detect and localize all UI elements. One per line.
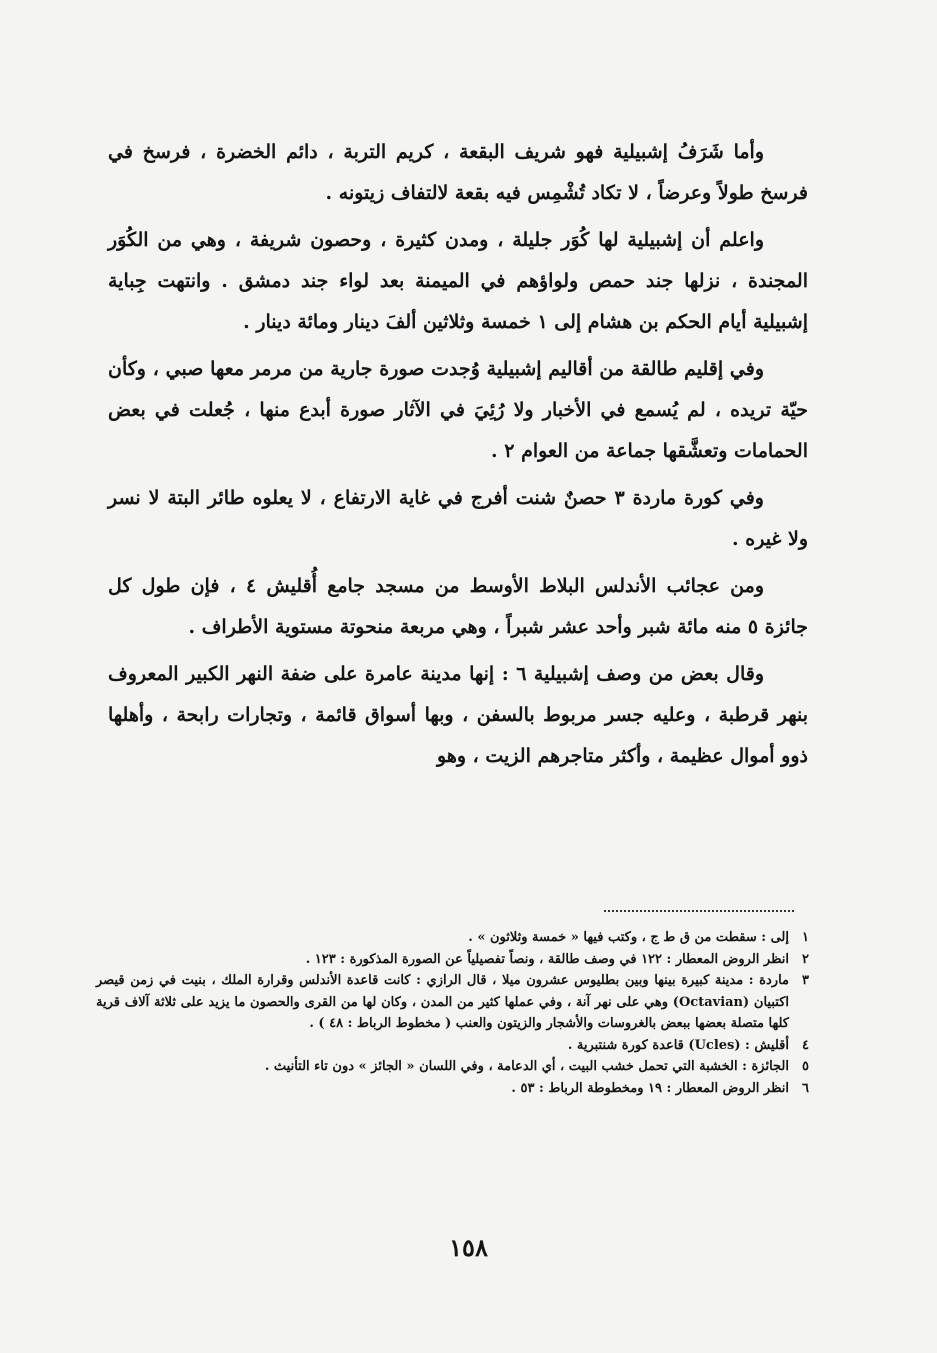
footnote-separator xyxy=(604,910,794,912)
paragraph: وفي إقليم طالقة من أقاليم إشبيلية وُجدت صورة جارية من مرمر معها صبي ، وكأن حيّة تريده ، لم يُسمع في الأخبار ولا رُئِيَ في الآثار صورة أبدع منها ، جُعلت في بعض الحمامات وتعشَّقها جماعة من العوام ٢ . xyxy=(108,358,808,462)
footnotes xyxy=(96,927,809,1099)
footnote-text: الجائزة : الخشبة التي تحمل خشب البيت ، أي الدعامة ، وفي اللسان « الجائز » دون تاء التأنيث . xyxy=(264,1059,789,1074)
footnote xyxy=(96,949,809,971)
footnote-text: أقليش : (Ucles) قاعدة كورة شنتبرية . xyxy=(567,1037,789,1053)
footnote-number: ٦ xyxy=(802,1080,809,1096)
footnote-number: ٥ xyxy=(802,1059,809,1074)
paragraph: وقال بعض من وصف إشبيلية ٦ : إنها مدينة عامرة على ضفة النهر الكبير المعروف بنهر قرطبة ، وعليه جسر مربوط بالسفن ، وبها أسواق قائمة ، وتجارات رابحة ، وأهلها ذوو أموال عظيمة ، وأكثر متاجرهم الزيت ، وهو xyxy=(108,663,808,767)
main-text xyxy=(108,132,808,783)
footnote-text: إلى : سقطت من ق ط ج ، وكتب فيها « خمسة وثلاثون » . xyxy=(468,930,789,945)
footnote-number: ٢ xyxy=(802,951,809,967)
footnote xyxy=(96,970,809,1035)
footnote-number: ٣ xyxy=(802,973,809,988)
footnote-number: ٤ xyxy=(802,1037,809,1053)
footnote xyxy=(96,1035,809,1057)
footnote-number: ١ xyxy=(802,930,809,945)
footnote xyxy=(96,927,809,949)
paragraph: واعلم أن إشبيلية لها كُوَر جليلة ، ومدن كثيرة ، وحصون شريفة ، وهي من الكُوَر المجندة ، نزلها جند حمص ولواؤهم في الميمنة بعد لواء جند دمشق . وانتهت جِباية إشبيلية أيام الحكم بن هشام إلى ١ خمسة وثلاثين ألفَ دينار ومائة دينار . xyxy=(108,229,808,333)
footnote-text: ماردة : مدينة كبيرة بينها وبين بطليوس عشرون ميلا ، قال الرازي : كانت قاعدة الأندلس وقرارة الملك ، بنيت في زمن قيصر اكتبيان (Octavian) وهي على نهر آنة ، وفي عملها كثير من المدن ، وكان لها من القرى والحصون ما يزيد على ثلاثة آلاف قرية كلها متصلة بعضها ببعض بالغروسات والأشجار والزيتون والعنب ( مخطوط الرباط : ٤٨ ) . xyxy=(96,973,790,1031)
footnote xyxy=(96,1056,809,1078)
footnote-text: انظر الروض المعطار : ١٢٢ في وصف طالقة ، ونصاً تفصيلياً عن الصورة المذكورة : ١٢٣ . xyxy=(305,951,789,967)
footnote xyxy=(96,1078,809,1100)
paragraph: وفي كورة ماردة ٣ حصنٌ شنت أفرج في غاية الارتفاع ، لا يعلوه طائر البتة لا نسر ولا غيره . xyxy=(108,487,808,550)
footnote-text: انظر الروض المعطار : ١٩ ومخطوطة الرباط : ٥٣ . xyxy=(511,1080,789,1096)
paragraph: وأما شَرَفُ إشبيلية فهو شريف البقعة ، كريم التربة ، دائم الخضرة ، فرسخ في فرسخ طولاً وعرضاً ، لا تكاد تُشْمِس فيه بقعة لالتفاف زيتونه . xyxy=(108,141,808,204)
paragraph: ومن عجائب الأندلس البلاط الأوسط من مسجد جامع أُقليش ٤ ، فإن طول كل جائزة ٥ منه مائة شبر وأحد عشر شبراً ، وهي مربعة منحوتة مستوية الأطراف . xyxy=(108,575,808,638)
page-number: ١٥٨ xyxy=(449,1233,488,1262)
